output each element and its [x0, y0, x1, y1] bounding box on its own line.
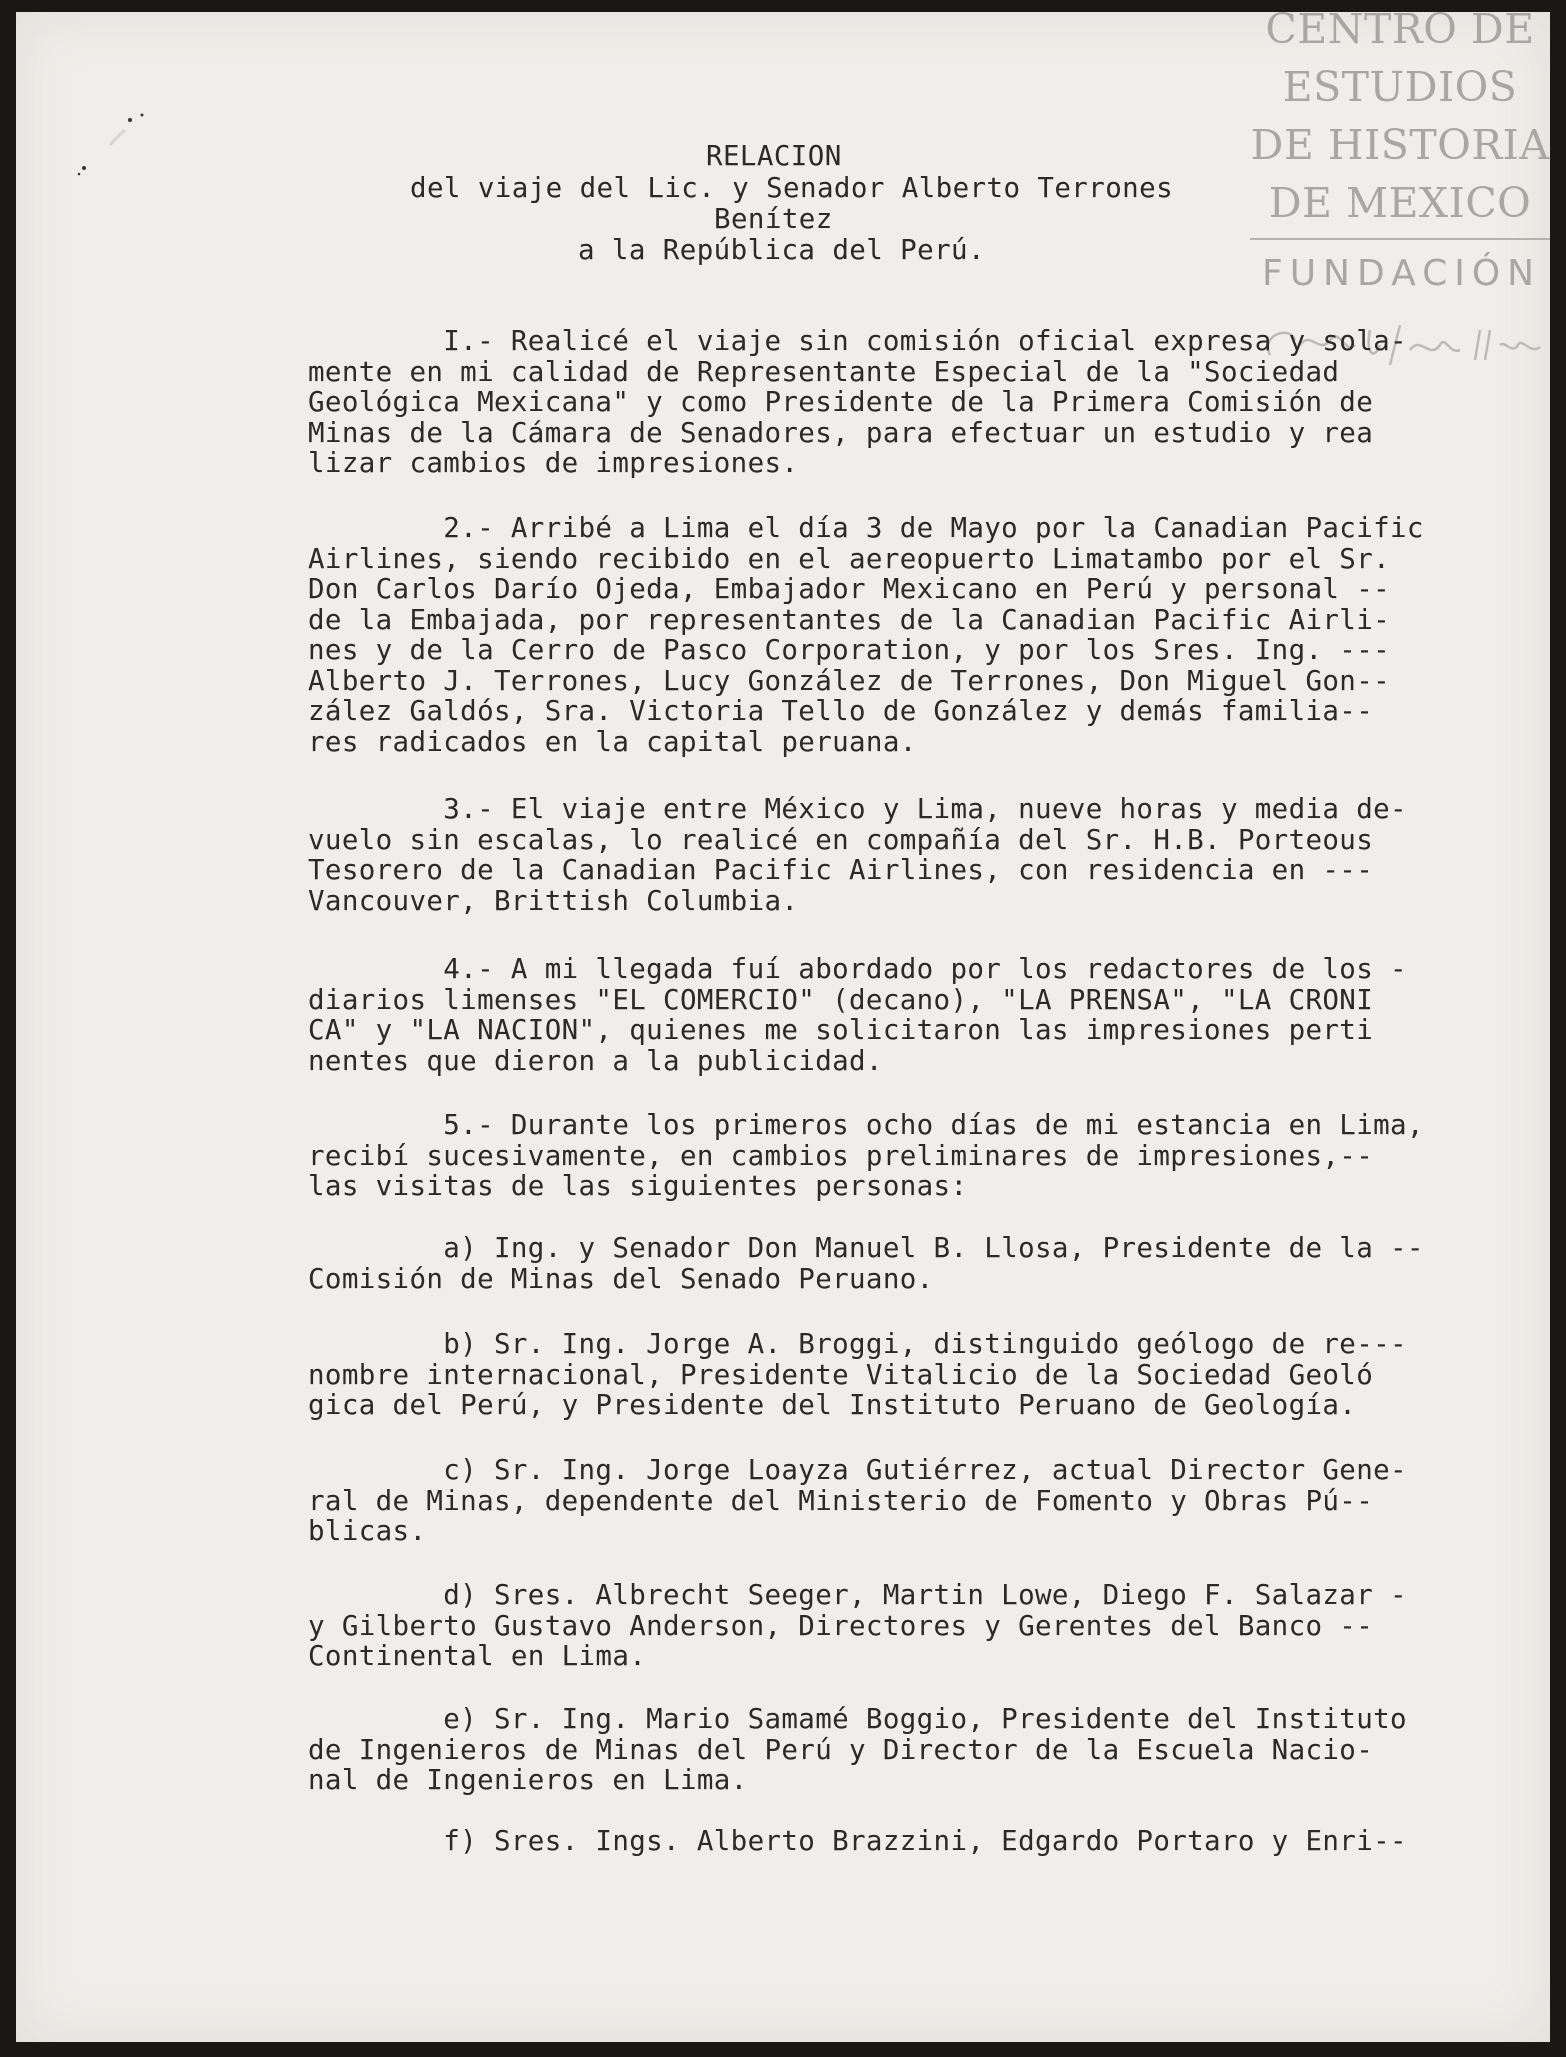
title-line-3: a la República del Perú. [578, 234, 985, 266]
text-line: Geológica Mexicana" y como Presidente de la Primera Comisión de [308, 386, 1374, 418]
title-line-1: del viaje del Lic. y Senador Alberto Terrones [410, 172, 1174, 204]
item-c [308, 1455, 1508, 1547]
text-line: e) Sr. Ing. Mario Samamé Boggio, Presidente del Instituto [308, 1703, 1407, 1735]
watermark-line: DE HISTORIA [1250, 121, 1550, 169]
text-line: diarios limenses "EL COMERCIO" (decano), "LA PRENSA", "LA CRONI [308, 983, 1374, 1016]
paragraph-3 [308, 794, 1508, 916]
text-line: nombre internacional, Presidente Vitalicio de la Sociedad Geoló [308, 1358, 1374, 1391]
watermark-line: DE MEXICO [1268, 179, 1532, 227]
text-line: Minas de la Cámara de Senadores, para efectuar un estudio y rea [308, 416, 1374, 449]
text-line: y Gilberto Gustavo Anderson, Directores y Gerentes del Banco -- [308, 1609, 1374, 1642]
watermark-line: CENTRO DE [1265, 5, 1535, 53]
text-line: gica del Perú, y Presidente del Instituto Peruano de Geología. [308, 1389, 1357, 1421]
text-line: I.- Realicé el viaje sin comisión oficial expresa y sola- [308, 325, 1407, 357]
text-line: res radicados en la capital peruana. [308, 725, 917, 758]
item-b [308, 1329, 1508, 1421]
ink-specks [70, 100, 180, 190]
text-line: Airlines, siendo recibido en el aereopuerto Limatambo por el Sr. [308, 542, 1391, 575]
watermark-rule [1250, 238, 1550, 240]
text-line: f) Sres. Ings. Alberto Brazzini, Edgardo Portaro y Enri-- [308, 1825, 1407, 1857]
watermark-foundation: FUNDACIÓN [1262, 253, 1542, 294]
text-line: ral de Minas, dependente del Ministerio de Fomento y Obras Pú-- [308, 1484, 1374, 1517]
text-line: nentes que dieron a la publicidad. [308, 1044, 883, 1077]
text-line: zález Galdós, Sra. Victoria Tello de González y demás familia-- [308, 695, 1374, 727]
text-line: 5.- Durante los primeros ocho días de mi estancia en Lima, [308, 1109, 1424, 1141]
text-line: Don Carlos Darío Ojeda, Embajador Mexicano en Perú y personal -- [308, 573, 1391, 605]
text-line: Tesorero de la Canadian Pacific Airlines, con residencia en --- [308, 854, 1374, 886]
paragraph-5 [308, 1110, 1508, 1202]
item-a [308, 1233, 1508, 1294]
text-line: Continental en Lima. [308, 1640, 647, 1672]
text-line: a) Ing. y Senador Don Manuel B. Llosa, Presidente de la -- [308, 1232, 1424, 1264]
text-line: 3.- El viaje entre México y Lima, nueve horas y media de- [308, 793, 1407, 825]
paragraph-1 [308, 326, 1508, 479]
text-line: mente en mi calidad de Representante Especial de la "Sociedad [308, 355, 1340, 388]
text-line: b) Sr. Ing. Jorge A. Broggi, distinguido geólogo de re--- [308, 1328, 1407, 1360]
text-line: de Ingenieros de Minas del Perú y Director de la Escuela Nacio- [308, 1733, 1374, 1766]
text-line: d) Sres. Albrecht Seeger, Martin Lowe, Diego F. Salazar - [308, 1579, 1407, 1611]
paragraph-4 [308, 954, 1508, 1076]
title-heading: RELACION [706, 140, 842, 172]
text-line: las visitas de las siguientes personas: [308, 1170, 968, 1202]
text-line: CA" y "LA NACION", quienes me solicitaron las impresiones perti [308, 1014, 1374, 1046]
text-line: recibí sucesivamente, en cambios preliminares de impresiones,-- [308, 1139, 1374, 1172]
paragraph-2 [308, 513, 1508, 757]
text-line: nal de Ingenieros en Lima. [308, 1764, 748, 1796]
text-line: 4.- A mi llegada fuí abordado por los redactores de los - [308, 953, 1407, 985]
text-line: c) Sr. Ing. Jorge Loayza Gutiérrez, actual Director Gene- [308, 1454, 1407, 1486]
text-line: Vancouver, Brittish Columbia. [308, 884, 799, 917]
item-e [308, 1704, 1508, 1796]
watermark-line: ESTUDIOS [1282, 63, 1518, 111]
text-line: de la Embajada, por representantes de la Canadian Pacific Airli- [308, 603, 1391, 636]
text-line: Alberto J. Terrones, Lucy González de Terrones, Don Miguel Gon-- [308, 664, 1391, 697]
text-line: nes y de la Cerro de Pasco Corporation, y por los Sres. Ing. --- [308, 634, 1391, 666]
text-line: lizar cambios de impresiones. [308, 447, 799, 479]
item-f [308, 1826, 1508, 1857]
text-line: vuelo sin escalas, lo realicé en compañía del Sr. H.B. Porteous [308, 823, 1374, 856]
text-line: 2.- Arribé a Lima el día 3 de Mayo por la Canadian Pacific [308, 512, 1424, 544]
item-d [308, 1580, 1508, 1672]
text-line: blicas. [308, 1515, 427, 1547]
archive-watermark [1250, 0, 1550, 298]
text-line: Comisión de Minas del Senado Peruano. [308, 1262, 934, 1295]
title-line-2: Benítez [714, 203, 833, 235]
